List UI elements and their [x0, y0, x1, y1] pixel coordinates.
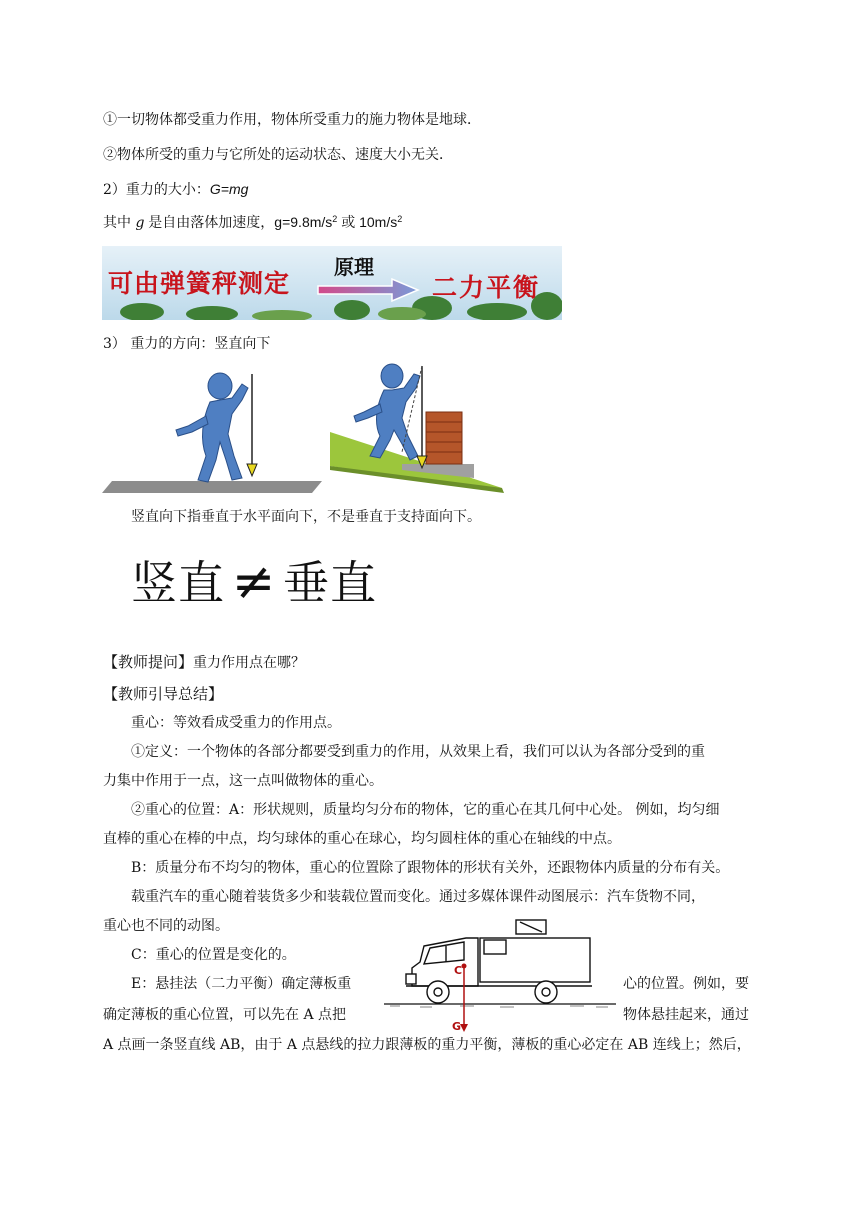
line-gravity-all-objects: ①一切物体都受重力作用，物体所受重力的施力物体是地球． [103, 112, 481, 128]
banner-left-text: 可由弹簧秤测定 [108, 269, 291, 298]
truck-line-2: 重心也不同的动图。 [103, 918, 229, 934]
g-text-b: 是自由落体加速度，g=9.8m/s [144, 214, 333, 230]
brick-stack [426, 412, 462, 464]
banner-right-text: 二力平衡 [432, 273, 541, 302]
vertical-not-equal-perpendicular [131, 547, 377, 613]
center-label-c: C [454, 964, 463, 977]
nonuniform-mass-line: B：质量分布不均匀的物体，重心的位置除了跟物体的形状有关外，还跟物体内质量的分布有关。 [131, 860, 730, 876]
suspension-method-right: 心的位置。例如，要 [623, 976, 749, 992]
line-gravity-direction: 3） 重力的方向：竖直向下 [103, 336, 271, 352]
formula-gmg: G=mg [209, 181, 249, 197]
suspension-line-2-right: 物体悬挂起来，通过 [623, 1007, 749, 1023]
g-text-c: 或 10m/s [337, 214, 398, 230]
magnitude-label: 2）重力的大小： [103, 182, 210, 198]
definition-line-1: ①定义：一个物体的各部分都要受到重力的作用，从效果上看，我们可以认为各部分受到的重 [131, 744, 705, 760]
flat-ground [102, 481, 322, 493]
teacher-summary-label: 【教师引导总结】 [103, 685, 224, 703]
line-gravity-magnitude [103, 179, 248, 200]
g-text-a: 其中 [103, 215, 136, 231]
suspension-line-3: A 点画一条竖直线 AB，由于 A 点悬线的拉力跟薄板的重力平衡，薄板的重心必定在 AB 连线上；然后， [103, 1037, 751, 1053]
suspension-method-left: E：悬挂法（二力平衡）确定薄板重 [131, 976, 352, 992]
position-line-1: ②重心的位置：A：形状规则，质量均匀分布的物体，它的重心在其几何中心处。 例如，均匀细 [131, 802, 720, 818]
teacher-question-line [103, 652, 305, 673]
g-symbol: g [135, 215, 145, 231]
slope-incline [330, 432, 502, 492]
gravity-label-g: G [452, 1020, 462, 1033]
teacher-question-label: 【教师提问】 [103, 653, 194, 671]
center-of-gravity-def: 重心：等效看成受重力的作用点。 [131, 715, 341, 731]
teacher-question-text: 重力作用点在哪？ [193, 655, 306, 671]
banner-arrow-text: 原理 [334, 255, 374, 279]
gravity-direction-figures [102, 360, 512, 496]
g-sup2: 2 [397, 214, 403, 224]
suspension-line-2-left: 确定薄板的重心位置，可以先在 A 点把 [103, 1007, 347, 1023]
spring-scale-banner [102, 246, 562, 320]
position-changes-line: C：重心的位置是变化的。 [131, 947, 296, 963]
truck-center-of-gravity-figure [380, 912, 620, 1034]
position-line-2: 直棒的重心在棒的中点，均匀球体的重心在球心，均匀圆柱体的重心在轴线的中点。 [103, 831, 621, 847]
big-text-vertical: 竖直 [131, 556, 225, 610]
line-gravity-independent: ②物体所受的重力与它所处的运动状态、速度大小无关． [103, 147, 453, 163]
not-equal-sign: ≠ [231, 552, 277, 612]
truck-line-1: 载重汽车的重心随着装货多少和装载位置而变化。通过多媒体课件动图展示：汽车货物不同， [131, 889, 705, 905]
g-sup1: 2 [332, 214, 338, 224]
line-vertical-vs-perpendicular: 竖直向下指垂直于水平面向下，不是垂直于支持面向下。 [131, 509, 481, 525]
person-figure-left [176, 373, 248, 482]
big-text-perpendicular: 垂直 [283, 556, 377, 610]
definition-line-2: 力集中作用于一点，这一点叫做物体的重心。 [103, 773, 383, 789]
line-g-value [103, 212, 402, 233]
